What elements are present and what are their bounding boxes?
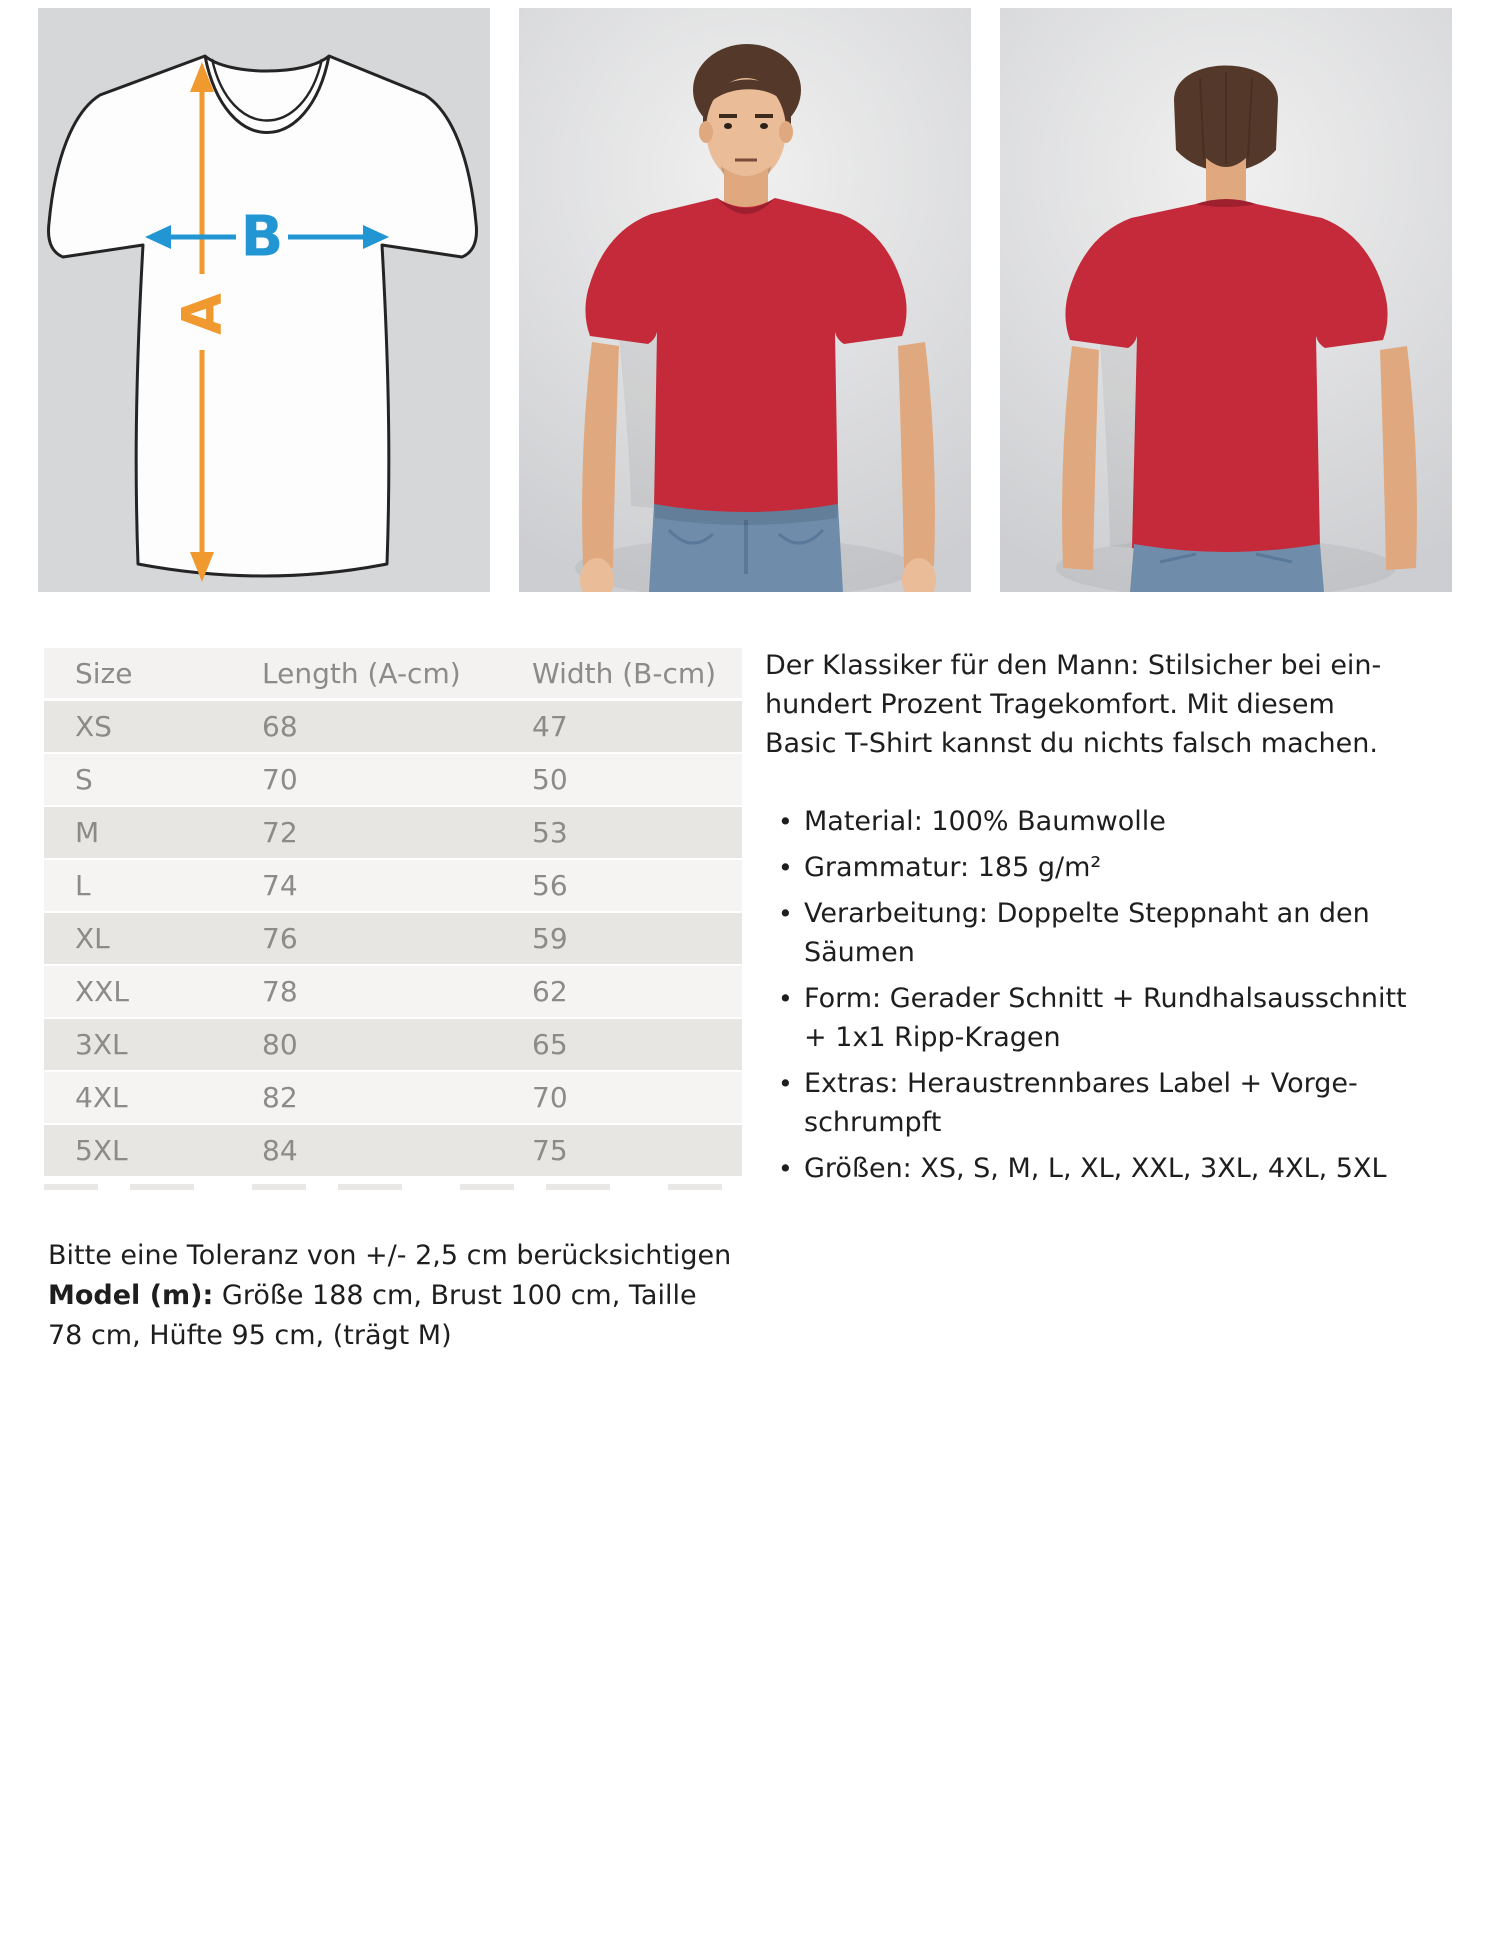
size-diagram-image: [38, 8, 490, 592]
size-table-cell: 82: [231, 1071, 501, 1124]
size-table-row: [44, 806, 742, 859]
size-table-cell: XL: [44, 912, 231, 965]
size-table-cell: 78: [231, 965, 501, 1018]
feature-item-line: • Grammatur: 185 g/m²: [804, 852, 1102, 883]
size-table: [44, 648, 742, 1178]
size-table-cell: 59: [501, 912, 742, 965]
feature-item-line: Säumen: [804, 937, 915, 968]
size-table-row: [44, 753, 742, 806]
size-table-row: [44, 1018, 742, 1071]
size-table-cell: 62: [501, 965, 742, 1018]
model-info: [48, 1276, 768, 1356]
size-table-row: [44, 1124, 742, 1177]
feature-item-line: • Material: 100% Baumwolle: [804, 806, 1166, 837]
description-intro-line: hundert Prozent Tragekomfort. Mit diesem: [765, 689, 1335, 720]
model-info-label: Model (m):: [48, 1280, 214, 1311]
tolerance-note: Bitte eine Toleranz von +/- 2,5 cm berücksichtigen: [48, 1240, 732, 1271]
product-description: [765, 646, 1435, 1195]
size-table-cell: 72: [231, 806, 501, 859]
model-back-photo: [1000, 8, 1452, 592]
size-table-row: [44, 859, 742, 912]
size-table-row: [44, 1071, 742, 1124]
feature-item: [765, 1149, 1435, 1188]
size-table-header-cell: Length (A-cm): [231, 648, 501, 700]
feature-item-line: • Verarbeitung: Doppelte Steppnaht an den: [804, 898, 1370, 929]
feature-item: [765, 802, 1435, 841]
model-info-line1: Größe 188 cm, Brust 100 cm, Taille: [213, 1280, 697, 1311]
size-table-cell: 70: [231, 753, 501, 806]
feature-item-line: • Größen: XS, S, M, L, XL, XXL, 3XL, 4XL, 5XL: [804, 1153, 1387, 1184]
tshirt-outline: [49, 56, 477, 576]
description-intro-line: Der Klassiker für den Mann: Stilsicher bei ein-: [765, 650, 1382, 681]
size-table-header-cell: Size: [44, 648, 231, 700]
feature-item: [765, 848, 1435, 887]
size-table-cell: 53: [501, 806, 742, 859]
size-table-cell: L: [44, 859, 231, 912]
size-table-cell: S: [44, 753, 231, 806]
tshirt-measure-diagram: [38, 8, 490, 592]
feature-item: [765, 894, 1435, 972]
size-table-cell: 47: [501, 700, 742, 754]
size-table-cell: M: [44, 806, 231, 859]
size-table-header-row: [44, 648, 742, 700]
size-table-cell: 68: [231, 700, 501, 754]
size-table-cell: 56: [501, 859, 742, 912]
size-table-cell: XXL: [44, 965, 231, 1018]
feature-item-line: • Extras: Heraustrennbares Label + Vorge-: [804, 1068, 1358, 1099]
feature-list: [765, 802, 1435, 1188]
model-front-figure: [519, 8, 971, 592]
size-table-row: [44, 700, 742, 754]
size-table-row: [44, 965, 742, 1018]
description-intro-line: Basic T-Shirt kannst du nichts falsch machen.: [765, 728, 1378, 759]
size-table-row: [44, 912, 742, 965]
diagram-label-a: A: [170, 293, 234, 335]
feature-item: [765, 979, 1435, 1057]
diagram-label-b: B: [240, 204, 284, 270]
size-table-cell: 50: [501, 753, 742, 806]
model-front-photo: [519, 8, 971, 592]
description-intro: [765, 646, 1435, 763]
size-table-cell: 4XL: [44, 1071, 231, 1124]
size-table-cell: 74: [231, 859, 501, 912]
size-table-cell: 76: [231, 912, 501, 965]
size-table-cell: 80: [231, 1018, 501, 1071]
size-table-cell: 3XL: [44, 1018, 231, 1071]
measurement-notes: [48, 1236, 768, 1356]
feature-item-line: • Form: Gerader Schnitt + Rundhalsausschnitt: [804, 983, 1407, 1014]
product-images-row: [38, 8, 1452, 592]
model-info-line2: 78 cm, Hüfte 95 cm, (trägt M): [48, 1320, 452, 1351]
size-table-cell: 84: [231, 1124, 501, 1177]
feature-item: [765, 1064, 1435, 1142]
size-table-cell: XS: [44, 700, 231, 754]
clipped-row-artifact: [44, 1184, 742, 1190]
feature-item-line: schrumpft: [804, 1107, 942, 1138]
feature-item-line: + 1x1 Ripp-Kragen: [804, 1022, 1061, 1053]
model-back-figure: [1000, 8, 1452, 592]
size-table-cell: 65: [501, 1018, 742, 1071]
size-table-body: [44, 700, 742, 1178]
size-table-cell: 5XL: [44, 1124, 231, 1177]
size-table-header-cell: Width (B-cm): [501, 648, 742, 700]
size-table-cell: 75: [501, 1124, 742, 1177]
size-table-cell: 70: [501, 1071, 742, 1124]
